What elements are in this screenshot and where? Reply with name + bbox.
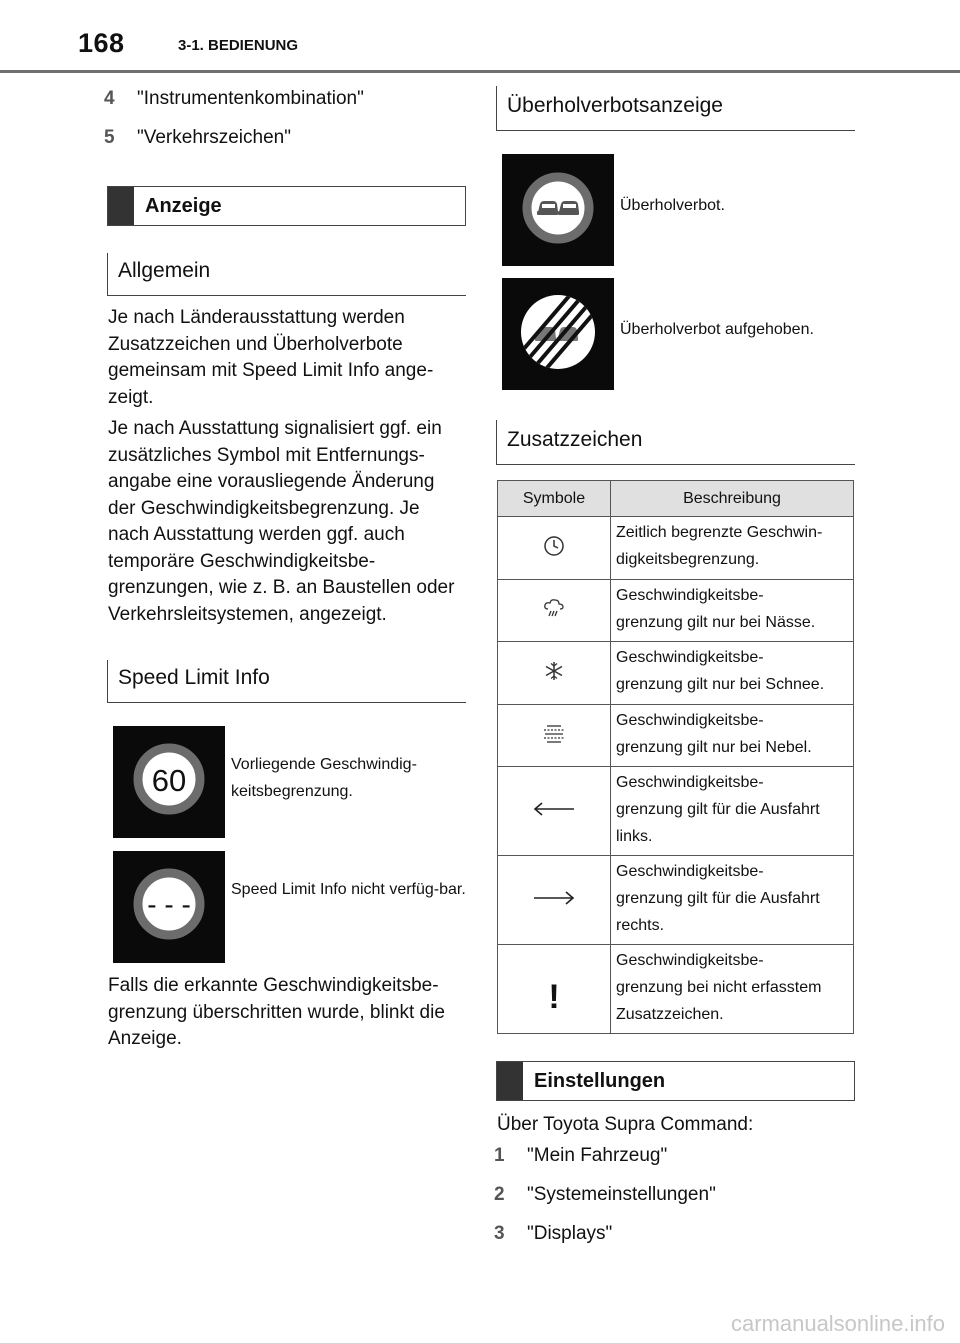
step-text: "Verkehrszeichen" [137,127,291,148]
description-line: Geschwindigkeitsbe- [616,952,764,969]
chapter-title: 3-1. BEDIENUNG [178,37,299,54]
description-line: grenzung gilt für die Ausfahrt [616,890,820,907]
snowflake-icon [543,660,565,682]
step-number: 5 [104,127,115,148]
description-line: grenzung bei nicht erfasstem [616,979,822,996]
table-row [498,856,854,945]
right-step-2 [494,1184,716,1206]
symbol-cell [498,580,611,642]
description-cell [611,517,854,580]
column-header-symbole: Symbole [498,481,611,517]
fog-icon [542,722,566,744]
caption-speed-limit-unavailable: Speed Limit Info nicht verfüg-bar. [231,881,466,898]
symbol-cell [498,856,611,945]
description-line: Geschwindigkeitsbe- [616,774,764,791]
symbol-cell [498,945,611,1034]
watermark: carmanualsonline.info [730,1311,945,1336]
subheading-label: Speed Limit Info [118,666,270,689]
subheading-label: Zusatzzeichen [507,428,643,451]
heading-label: Einstellungen [534,1070,666,1092]
arrow-right-icon [532,890,576,906]
description-line: grenzung gilt nur bei Nässe. [616,614,816,631]
page-number: 168 [78,28,125,58]
subheading-allgemein [107,253,466,296]
no-overtaking-sign [502,154,614,266]
symbol-cell [498,642,611,705]
symbol-cell [498,705,611,767]
description-cell [611,856,854,945]
left-step-5 [104,127,291,149]
table-row [498,945,854,1034]
zusatzzeichen-table [497,480,854,1034]
header-divider [0,70,960,73]
caption-no-overtaking: Überholverbot. [620,197,725,214]
heading-label: Anzeige [145,195,222,217]
caption-speed-limit: Vorliegende Geschwindig-keitsbegrenzung. [231,756,417,800]
description-line: Zusatzzeichen. [616,1006,724,1023]
step-number: 3 [494,1223,505,1244]
description-cell [611,767,854,856]
paragraph-blink: Falls die erkannte Geschwindigkeitsbe-grenzung überschritten wurde, blinkt die Anzeige. [108,975,445,1049]
settings-intro: Über Toyota Supra Command: [497,1114,754,1135]
description-line: Geschwindigkeitsbe- [616,587,764,604]
speed-limit-60-sign [113,726,225,838]
symbol-cell [498,767,611,856]
speed-limit-value: 60 [151,763,187,798]
description-cell [611,945,854,1034]
subheading-ueberholverbot [496,86,855,131]
step-text: "Instrumentenkombination" [137,88,364,109]
rain-cloud-icon [542,596,566,620]
left-step-4 [104,88,364,110]
subheading-zusatzzeichen [496,420,855,465]
table-header-row [498,481,854,517]
clock-icon [543,535,565,557]
table-row [498,767,854,856]
description-cell [611,580,854,642]
speed-limit-unavailable-sign [113,851,225,963]
description-line: grenzung gilt nur bei Schnee. [616,676,825,693]
description-line: Geschwindigkeitsbe- [616,712,764,729]
caption-end-no-overtaking: Überholverbot aufgehoben. [620,321,814,338]
right-step-1 [494,1145,667,1167]
description-line: Geschwindigkeitsbe- [616,863,764,880]
step-text: "Displays" [527,1223,613,1244]
arrow-left-icon [532,801,576,817]
table-row [498,705,854,767]
table-row [498,580,854,642]
paragraph-allgemein-2: Je nach Ausstattung signalisiert ggf. ein zusätzliches Symbol mit Entfernungs-angabe eine vorausliegende Änderung der Geschwindigkeitsbegrenzung. Je nach Ausstattung werden ggf. auch temporäre Geschwindigkeitsbe-grenzungen, wie z. B. an Baustellen oder Verkehrsleitsystemen, angezeigt. [108,418,455,625]
column-header-beschreibung: Beschreibung [611,481,854,517]
step-number: 2 [494,1184,505,1205]
description-line: Zeitlich begrenzte Geschwin- [616,524,823,541]
description-line: digkeitsbegrenzung. [616,551,760,568]
step-text: "Systemeinstellungen" [527,1184,716,1205]
exclamation-icon: ! [548,977,560,1016]
paragraph-allgemein-1: Je nach Länderausstattung werden Zusatzzeichen und Überholverbote gemeinsam mit Speed Limit Info ange-zeigt. [108,307,434,408]
description-line: links. [616,828,653,845]
subheading-label: Allgemein [118,259,211,282]
step-number: 4 [104,88,115,109]
step-text: "Mein Fahrzeug" [527,1145,668,1166]
heading-bar [108,187,134,225]
table-row [498,517,854,580]
heading-bar [497,1062,523,1100]
step-number: 1 [494,1145,505,1166]
description-cell [611,642,854,705]
table-row [498,642,854,705]
description-line: rechts. [616,917,665,934]
section-heading-einstellungen [496,1061,855,1101]
symbol-cell [498,517,611,580]
description-line: grenzung gilt nur bei Nebel. [616,739,812,756]
description-line: Geschwindigkeitsbe- [616,649,764,666]
right-step-3 [494,1223,612,1245]
subheading-label: Überholverbotsanzeige [507,94,723,117]
section-heading-anzeige [107,186,466,226]
description-line: grenzung gilt für die Ausfahrt [616,801,820,818]
end-no-overtaking-sign [502,278,614,390]
subheading-speed-limit-info [107,660,466,703]
speed-limit-placeholder: - - - [147,889,191,920]
description-cell [611,705,854,767]
